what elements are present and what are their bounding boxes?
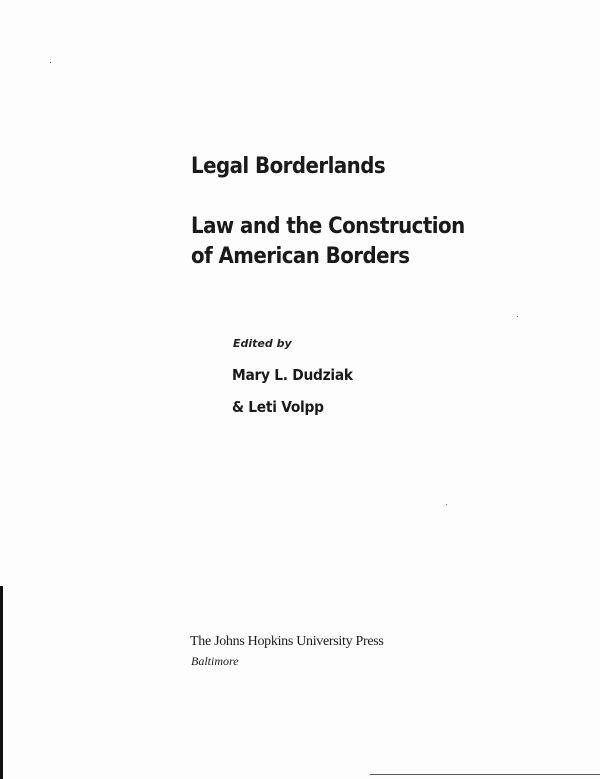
- publisher-name: The Johns Hopkins University Press: [190, 634, 384, 649]
- scan-speck: [50, 62, 51, 63]
- book-subtitle-line-1: Law and the Construction: [191, 214, 465, 239]
- scan-speck: [446, 504, 447, 505]
- scan-speck: [517, 316, 518, 317]
- edited-by-label: Edited by: [233, 337, 292, 350]
- book-title: Legal Borderlands: [191, 154, 386, 179]
- editor-name-1: Mary L. Dudziak: [232, 366, 353, 384]
- book-subtitle-line-2: of American Borders: [191, 244, 410, 269]
- scan-edge-bar: [0, 586, 3, 779]
- publisher-city: Baltimore: [191, 654, 239, 668]
- scan-bottom-line: [370, 774, 600, 775]
- editor-name-2: & Leti Volpp: [232, 398, 324, 416]
